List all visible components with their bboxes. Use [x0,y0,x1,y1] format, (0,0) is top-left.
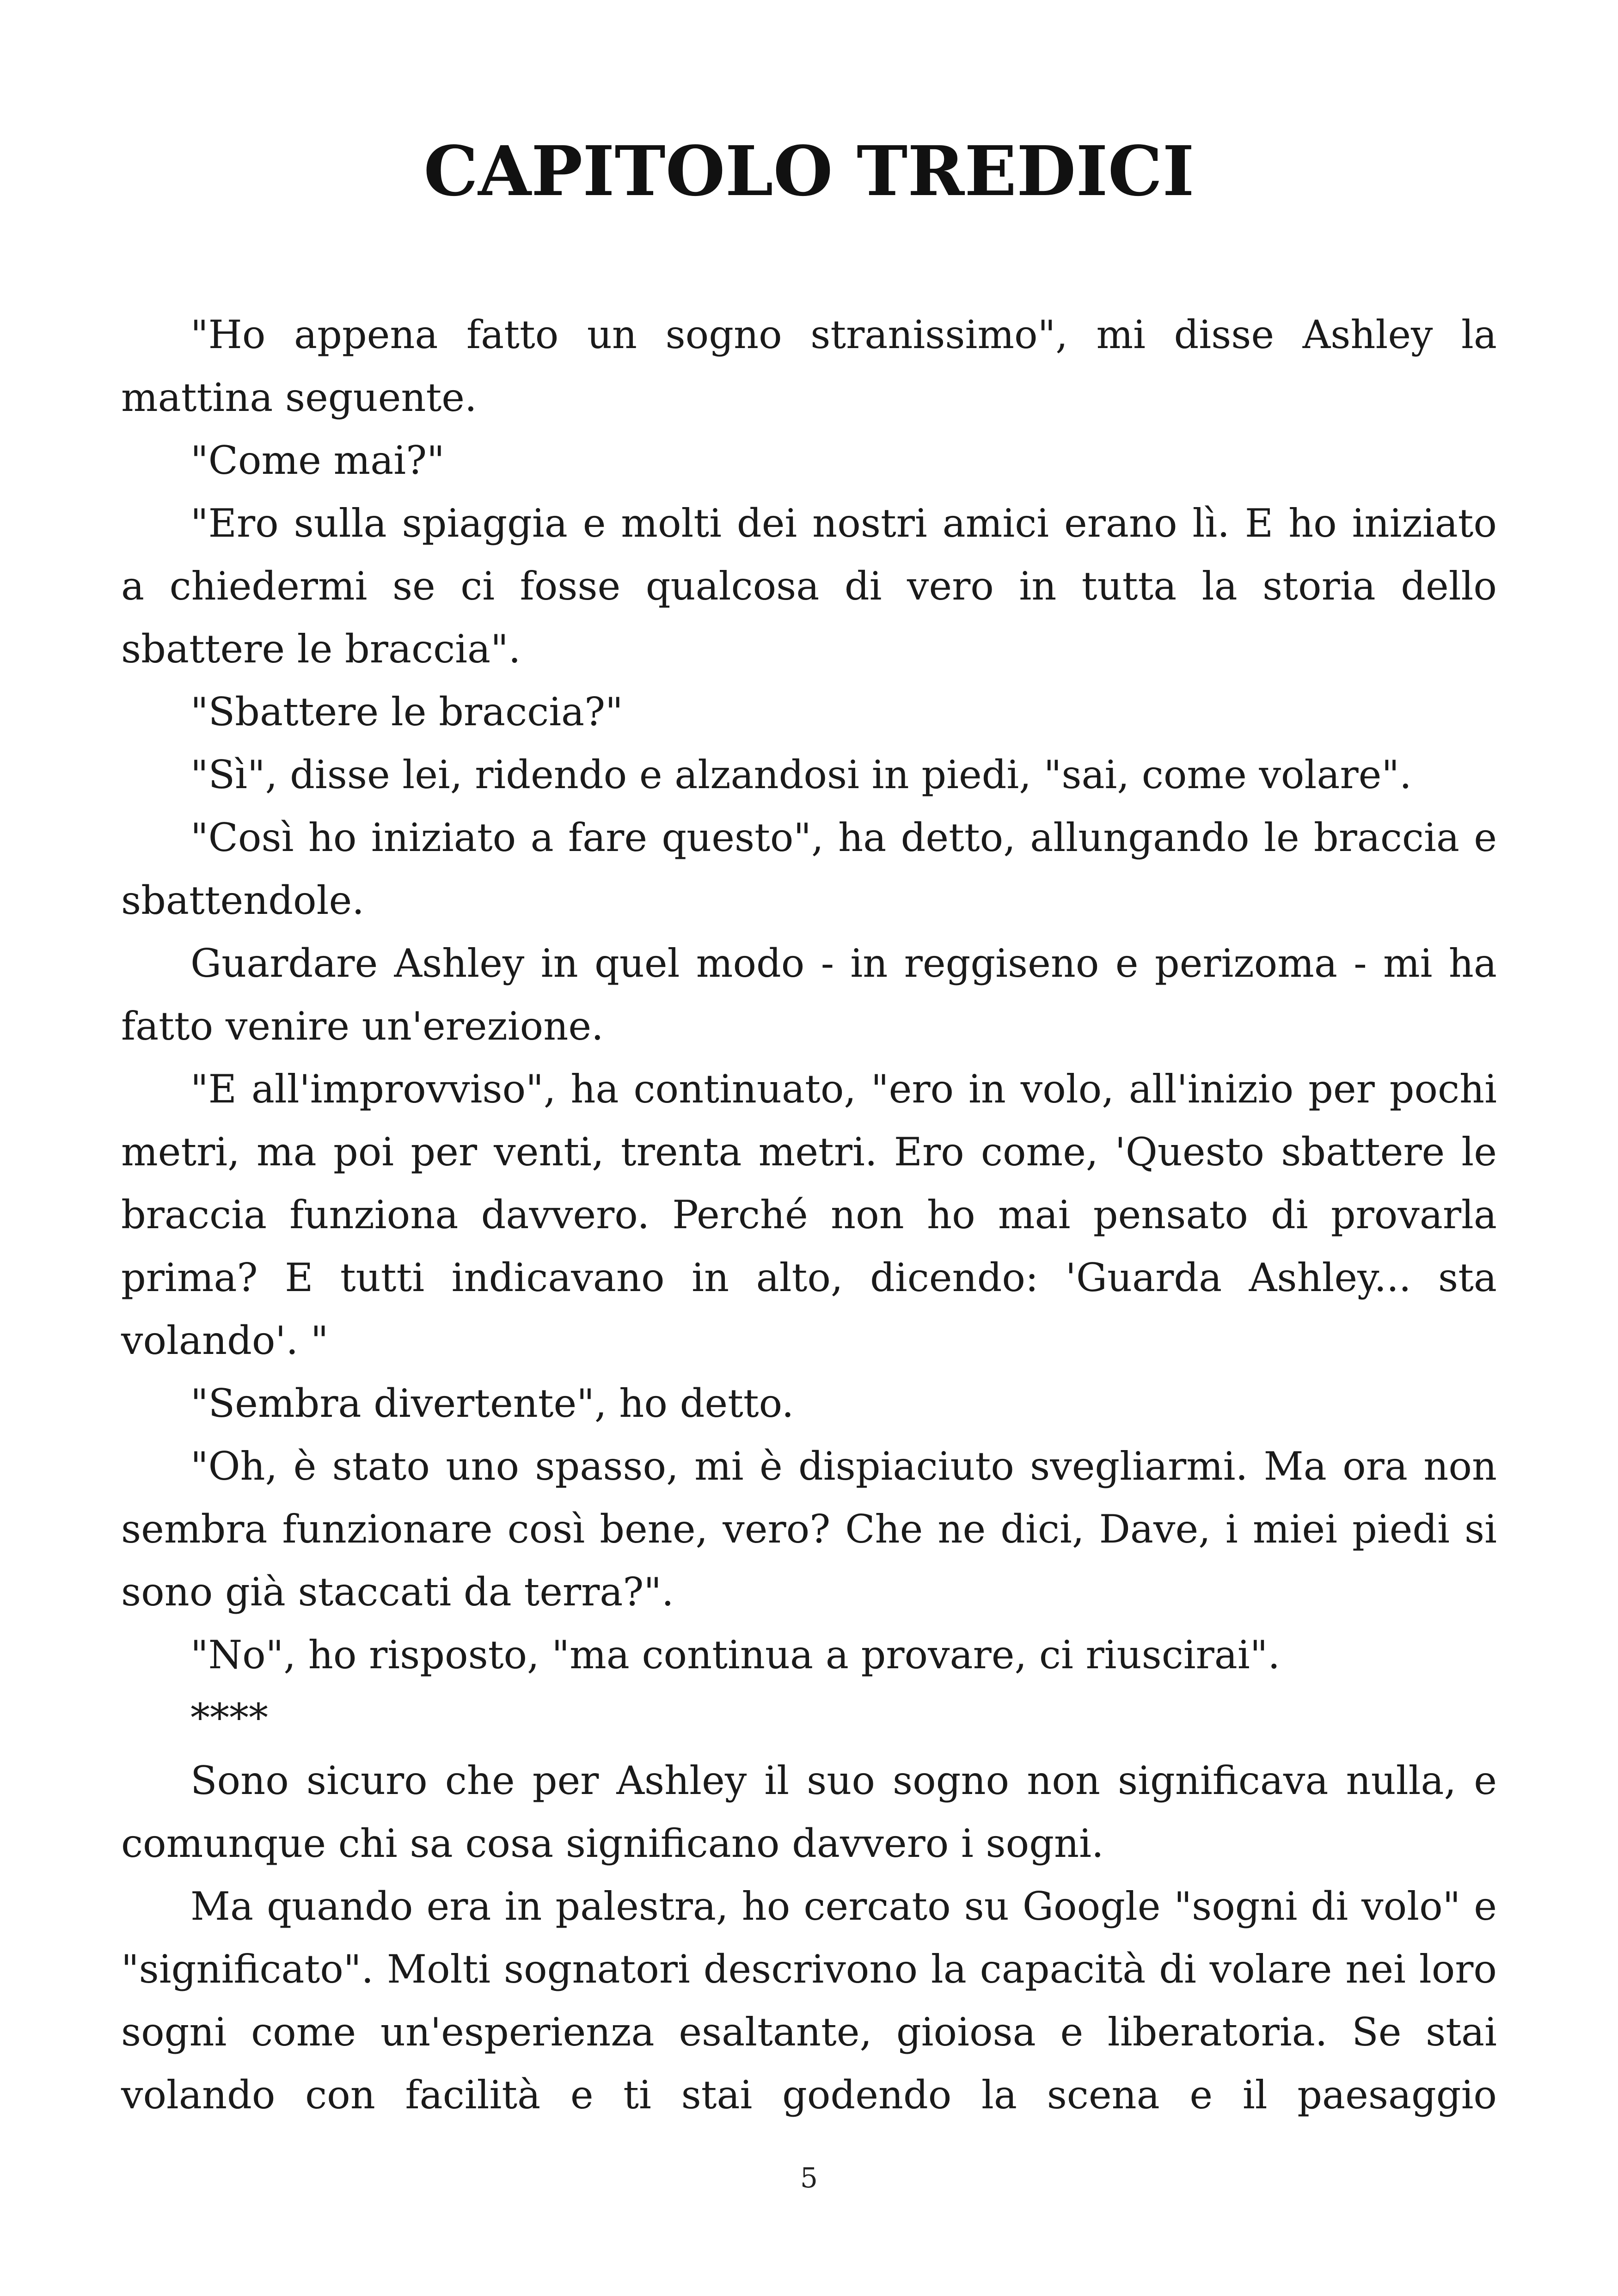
chapter-title: CAPITOLO TREDICI [423,131,1195,211]
paragraph: "E all'improvviso", ha continuato, "ero in volo, all'inizio per pochi metri, ma poi per venti, trenta metri. Ero come, 'Questo sbattere le braccia funziona davvero. Perché non ho mai pensato di provarla prima? E tutti indicavano in alto, dicendo: 'Guarda Ashley... sta volando'. " [121,1066,1497,1363]
paragraph: "Ero sulla spiaggia e molti dei nostri amici erano lì. E ho iniziato a chiedermi se ci fosse qualcosa di vero in tutta la storia dello sbattere le braccia". [121,501,1497,672]
paragraph: "Ho appena fatto un sogno stranissimo", mi disse Ashley la mattina seguente. [121,312,1497,420]
page-number: 5 [800,2162,818,2194]
paragraph: "Così ho iniziato a fare questo", ha detto, allungando le braccia e sbattendole. [121,815,1497,923]
scene-break: **** [190,1695,268,1740]
paragraph: "Come mai?" [190,438,445,483]
paragraph: Sono sicuro che per Ashley il suo sogno non significava nulla, e comunque chi sa cosa significano davvero i sogni. [121,1758,1497,1866]
paragraph: "Sembra divertente", ho detto. [190,1381,794,1426]
paragraph: "Sbattere le braccia?" [190,689,623,735]
paragraph: "Sì", disse lei, ridendo e alzandosi in piedi, "sai, come volare". [190,752,1412,797]
paragraph: Ma quando era in palestra, ho cercato su Google "sogni di volo" e "significato". Molti sognatori descrivono la capacità di volare nei loro sogni come un'esperienza esaltante, gioiosa e liberatoria. Se stai volando con facilità e ti stai godendo la scena e il paesaggio [121,1884,1497,2118]
paragraph: Guardare Ashley in quel modo - in reggiseno e perizoma - mi ha fatto venire un'erezione. [121,941,1497,1049]
chapter-body [121,303,1497,2126]
paragraph: "No", ho risposto, "ma continua a provare, ci riuscirai". [190,1632,1281,1678]
paragraph: "Oh, è stato uno spasso, mi è dispiaciuto svegliarmi. Ma ora non sembra funzionare così bene, vero? Che ne dici, Dave, i miei piedi si sono già staccati da terra?". [121,1444,1497,1615]
